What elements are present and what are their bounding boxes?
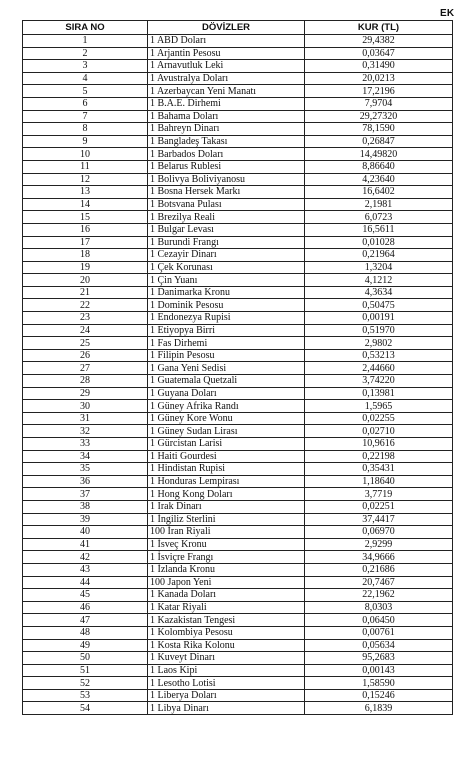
row-number-cell: 8 <box>23 123 148 136</box>
currency-name-cell: 1 Arjantin Pesosu <box>148 47 305 60</box>
table-row <box>23 400 453 413</box>
table-row <box>23 60 453 73</box>
exchange-rate-cell: 0,21686 <box>305 563 453 576</box>
currency-name-cell: 1 Liberya Doları <box>148 689 305 702</box>
header-kur: KUR (TL) <box>305 21 453 35</box>
table-row <box>23 362 453 375</box>
currency-name-cell: 1 Endonezya Rupisi <box>148 312 305 325</box>
exchange-rate-cell: 6,1839 <box>305 702 453 715</box>
exchange-rate-cell: 34,9666 <box>305 551 453 564</box>
currency-name-cell: 1 Kuveyt Dinarı <box>148 652 305 665</box>
table-row <box>23 614 453 627</box>
table-row <box>23 702 453 715</box>
currency-name-cell: 1 Guatemala Quetzali <box>148 375 305 388</box>
table-row <box>23 337 453 350</box>
table-row <box>23 601 453 614</box>
row-number-cell: 29 <box>23 387 148 400</box>
currency-name-cell: 1 Azerbaycan Yeni Manatı <box>148 85 305 98</box>
currency-name-cell: 1 İsveç Kronu <box>148 538 305 551</box>
exchange-rate-cell: 0,35431 <box>305 463 453 476</box>
table-row <box>23 526 453 539</box>
currency-name-cell: 1 İzlanda Kronu <box>148 563 305 576</box>
exchange-rate-table <box>22 20 453 715</box>
table-row <box>23 576 453 589</box>
currency-name-cell: 1 Güney Sudan Lirası <box>148 425 305 438</box>
table-row <box>23 538 453 551</box>
currency-name-cell: 1 Bahreyn Dinarı <box>148 123 305 136</box>
row-number-cell: 51 <box>23 664 148 677</box>
currency-name-cell: 1 Hong Kong Doları <box>148 488 305 501</box>
exchange-rate-cell: 16,6402 <box>305 186 453 199</box>
row-number-cell: 36 <box>23 475 148 488</box>
currency-name-cell: 1 Kazakistan Tengesi <box>148 614 305 627</box>
exchange-rate-cell: 0,02710 <box>305 425 453 438</box>
currency-name-cell: 1 Filipin Pesosu <box>148 349 305 362</box>
table-row <box>23 35 453 48</box>
table-row <box>23 450 453 463</box>
row-number-cell: 11 <box>23 160 148 173</box>
table-row <box>23 626 453 639</box>
exchange-rate-cell: 29,4382 <box>305 35 453 48</box>
exchange-rate-cell: 8,86640 <box>305 160 453 173</box>
exchange-rate-cell: 0,15246 <box>305 689 453 702</box>
table-row <box>23 97 453 110</box>
table-row <box>23 589 453 602</box>
exchange-rate-cell: 0,05634 <box>305 639 453 652</box>
table-row <box>23 387 453 400</box>
exchange-rate-cell: 14,49820 <box>305 148 453 161</box>
row-number-cell: 14 <box>23 198 148 211</box>
appendix-label: EK <box>440 8 455 19</box>
table-row <box>23 463 453 476</box>
row-number-cell: 30 <box>23 400 148 413</box>
currency-name-cell: 1 Bangladeş Takası <box>148 135 305 148</box>
table-row <box>23 148 453 161</box>
exchange-rate-cell: 0,13981 <box>305 387 453 400</box>
row-number-cell: 28 <box>23 375 148 388</box>
row-number-cell: 24 <box>23 324 148 337</box>
currency-name-cell: 1 Bolivya Boliviyanosu <box>148 173 305 186</box>
exchange-rate-cell: 4,1212 <box>305 274 453 287</box>
table-row <box>23 475 453 488</box>
row-number-cell: 10 <box>23 148 148 161</box>
currency-name-cell: 1 Bulgar Levası <box>148 223 305 236</box>
table-row <box>23 349 453 362</box>
table-row <box>23 664 453 677</box>
currency-name-cell: 1 Bosna Hersek Markı <box>148 186 305 199</box>
exchange-rate-cell: 29,27320 <box>305 110 453 123</box>
table-row <box>23 652 453 665</box>
row-number-cell: 3 <box>23 60 148 73</box>
row-number-cell: 39 <box>23 513 148 526</box>
exchange-rate-cell: 37,4417 <box>305 513 453 526</box>
currency-name-cell: 1 Çek Korunası <box>148 261 305 274</box>
table-row <box>23 186 453 199</box>
currency-name-cell: 1 Brezilya Reali <box>148 211 305 224</box>
table-row <box>23 689 453 702</box>
table-row <box>23 47 453 60</box>
row-number-cell: 16 <box>23 223 148 236</box>
row-number-cell: 17 <box>23 236 148 249</box>
row-number-cell: 52 <box>23 677 148 690</box>
exchange-rate-cell: 1,58590 <box>305 677 453 690</box>
row-number-cell: 22 <box>23 299 148 312</box>
row-number-cell: 40 <box>23 526 148 539</box>
table-row <box>23 249 453 262</box>
row-number-cell: 41 <box>23 538 148 551</box>
table-row <box>23 261 453 274</box>
exchange-rate-cell: 0,01028 <box>305 236 453 249</box>
currency-name-cell: 1 Kanada Doları <box>148 589 305 602</box>
row-number-cell: 6 <box>23 97 148 110</box>
currency-name-cell: 1 Irak Dinarı <box>148 500 305 513</box>
header-dovizler: DÖVİZLER <box>148 21 305 35</box>
row-number-cell: 43 <box>23 563 148 576</box>
exchange-rate-cell: 20,7467 <box>305 576 453 589</box>
header-row <box>23 21 453 35</box>
row-number-cell: 31 <box>23 412 148 425</box>
row-number-cell: 21 <box>23 286 148 299</box>
currency-name-cell: 1 Katar Riyali <box>148 601 305 614</box>
row-number-cell: 23 <box>23 312 148 325</box>
table-row <box>23 123 453 136</box>
row-number-cell: 50 <box>23 652 148 665</box>
row-number-cell: 49 <box>23 639 148 652</box>
exchange-rate-cell: 16,5611 <box>305 223 453 236</box>
row-number-cell: 35 <box>23 463 148 476</box>
exchange-rate-cell: 10,9616 <box>305 438 453 451</box>
currency-name-cell: 1 Fas Dirhemi <box>148 337 305 350</box>
exchange-rate-cell: 0,02251 <box>305 500 453 513</box>
currency-name-cell: 1 Haiti Gourdesi <box>148 450 305 463</box>
exchange-rate-cell: 0,06450 <box>305 614 453 627</box>
exchange-rate-cell: 78,1590 <box>305 123 453 136</box>
table-row <box>23 198 453 211</box>
row-number-cell: 25 <box>23 337 148 350</box>
currency-name-cell: 1 Etiyopya Birri <box>148 324 305 337</box>
currency-name-cell: 1 Bahama Doları <box>148 110 305 123</box>
row-number-cell: 7 <box>23 110 148 123</box>
currency-name-cell: 1 Avustralya Doları <box>148 72 305 85</box>
row-number-cell: 37 <box>23 488 148 501</box>
table-row <box>23 173 453 186</box>
exchange-rate-cell: 2,44660 <box>305 362 453 375</box>
table-row <box>23 286 453 299</box>
currency-name-cell: 1 Güney Afrika Randı <box>148 400 305 413</box>
currency-name-cell: 1 Dominik Pesosu <box>148 299 305 312</box>
currency-name-cell: 1 Laos Kipi <box>148 664 305 677</box>
row-number-cell: 19 <box>23 261 148 274</box>
currency-name-cell: 1 Guyana Doları <box>148 387 305 400</box>
currency-name-cell: 1 Gana Yeni Sedisi <box>148 362 305 375</box>
table-row <box>23 72 453 85</box>
currency-name-cell: 1 Danimarka Kronu <box>148 286 305 299</box>
row-number-cell: 27 <box>23 362 148 375</box>
currency-name-cell: 1 İsviçre Frangı <box>148 551 305 564</box>
currency-name-cell: 1 Çin Yuanı <box>148 274 305 287</box>
exchange-rate-cell: 0,53213 <box>305 349 453 362</box>
row-number-cell: 54 <box>23 702 148 715</box>
table-row <box>23 312 453 325</box>
exchange-rate-cell: 3,74220 <box>305 375 453 388</box>
table-row <box>23 223 453 236</box>
currency-name-cell: 100 Japon Yeni <box>148 576 305 589</box>
row-number-cell: 53 <box>23 689 148 702</box>
exchange-rate-cell: 0,00761 <box>305 626 453 639</box>
row-number-cell: 15 <box>23 211 148 224</box>
currency-name-cell: 1 Honduras Lempirası <box>148 475 305 488</box>
exchange-rate-cell: 22,1962 <box>305 589 453 602</box>
row-number-cell: 33 <box>23 438 148 451</box>
row-number-cell: 38 <box>23 500 148 513</box>
exchange-rate-cell: 1,18640 <box>305 475 453 488</box>
table-row <box>23 500 453 513</box>
table-row <box>23 551 453 564</box>
currency-name-cell: 1 ABD Doları <box>148 35 305 48</box>
currency-name-cell: 1 Kosta Rika Kolonu <box>148 639 305 652</box>
table-row <box>23 135 453 148</box>
currency-name-cell: 1 Kolombiya Pesosu <box>148 626 305 639</box>
row-number-cell: 9 <box>23 135 148 148</box>
header-sira-no: SIRA NO <box>23 21 148 35</box>
table-row <box>23 236 453 249</box>
table-row <box>23 274 453 287</box>
table-row <box>23 211 453 224</box>
table-row <box>23 160 453 173</box>
row-number-cell: 34 <box>23 450 148 463</box>
row-number-cell: 4 <box>23 72 148 85</box>
row-number-cell: 2 <box>23 47 148 60</box>
exchange-rate-cell: 1,5965 <box>305 400 453 413</box>
currency-name-cell: 1 Belarus Rublesi <box>148 160 305 173</box>
table-header <box>23 21 453 35</box>
table-row <box>23 299 453 312</box>
table-row <box>23 563 453 576</box>
table-row <box>23 85 453 98</box>
row-number-cell: 26 <box>23 349 148 362</box>
exchange-rate-cell: 0,00191 <box>305 312 453 325</box>
table-row <box>23 438 453 451</box>
row-number-cell: 12 <box>23 173 148 186</box>
exchange-rate-cell: 0,26847 <box>305 135 453 148</box>
row-number-cell: 42 <box>23 551 148 564</box>
row-number-cell: 32 <box>23 425 148 438</box>
table-row <box>23 513 453 526</box>
table-row <box>23 639 453 652</box>
exchange-rate-cell: 2,1981 <box>305 198 453 211</box>
currency-name-cell: 1 Gürcistan Larisi <box>148 438 305 451</box>
currency-name-cell: 1 İngiliz Sterlini <box>148 513 305 526</box>
row-number-cell: 13 <box>23 186 148 199</box>
currency-name-cell: 1 Arnavutluk Leki <box>148 60 305 73</box>
exchange-rate-cell: 7,9704 <box>305 97 453 110</box>
table-row <box>23 425 453 438</box>
exchange-rate-cell: 0,31490 <box>305 60 453 73</box>
exchange-rate-cell: 6,0723 <box>305 211 453 224</box>
currency-name-cell: 1 Libya Dinarı <box>148 702 305 715</box>
currency-name-cell: 1 Botsvana Pulası <box>148 198 305 211</box>
row-number-cell: 46 <box>23 601 148 614</box>
table-row <box>23 412 453 425</box>
currency-name-cell: 1 Cezayir Dinarı <box>148 249 305 262</box>
currency-name-cell: 1 Güney Kore Wonu <box>148 412 305 425</box>
row-number-cell: 48 <box>23 626 148 639</box>
exchange-rate-cell: 0,00143 <box>305 664 453 677</box>
currency-name-cell: 1 B.A.E. Dirhemi <box>148 97 305 110</box>
exchange-rate-cell: 0,03647 <box>305 47 453 60</box>
exchange-rate-cell: 17,2196 <box>305 85 453 98</box>
exchange-rate-cell: 0,50475 <box>305 299 453 312</box>
table-row <box>23 488 453 501</box>
table-row <box>23 677 453 690</box>
row-number-cell: 45 <box>23 589 148 602</box>
row-number-cell: 18 <box>23 249 148 262</box>
exchange-rate-cell: 2,9802 <box>305 337 453 350</box>
exchange-rate-cell: 4,23640 <box>305 173 453 186</box>
exchange-rate-cell: 0,51970 <box>305 324 453 337</box>
exchange-rate-cell: 0,02255 <box>305 412 453 425</box>
table-row <box>23 375 453 388</box>
exchange-rate-cell: 0,06970 <box>305 526 453 539</box>
row-number-cell: 47 <box>23 614 148 627</box>
currency-name-cell: 1 Burundi Frangı <box>148 236 305 249</box>
exchange-rate-cell: 8,0303 <box>305 601 453 614</box>
table-row <box>23 324 453 337</box>
table-body <box>23 35 453 715</box>
exchange-rate-cell: 2,9299 <box>305 538 453 551</box>
exchange-rate-cell: 0,21964 <box>305 249 453 262</box>
currency-name-cell: 1 Hindistan Rupisi <box>148 463 305 476</box>
table-row <box>23 110 453 123</box>
exchange-rate-cell: 0,22198 <box>305 450 453 463</box>
currency-name-cell: 1 Lesotho Lotisi <box>148 677 305 690</box>
row-number-cell: 20 <box>23 274 148 287</box>
exchange-rate-cell: 4,3634 <box>305 286 453 299</box>
row-number-cell: 1 <box>23 35 148 48</box>
row-number-cell: 5 <box>23 85 148 98</box>
currency-name-cell: 100 İran Riyali <box>148 526 305 539</box>
exchange-rate-cell: 20,0213 <box>305 72 453 85</box>
exchange-rate-cell: 95,2683 <box>305 652 453 665</box>
exchange-rate-cell: 3,7719 <box>305 488 453 501</box>
currency-name-cell: 1 Barbados Doları <box>148 148 305 161</box>
exchange-rate-cell: 1,3204 <box>305 261 453 274</box>
row-number-cell: 44 <box>23 576 148 589</box>
